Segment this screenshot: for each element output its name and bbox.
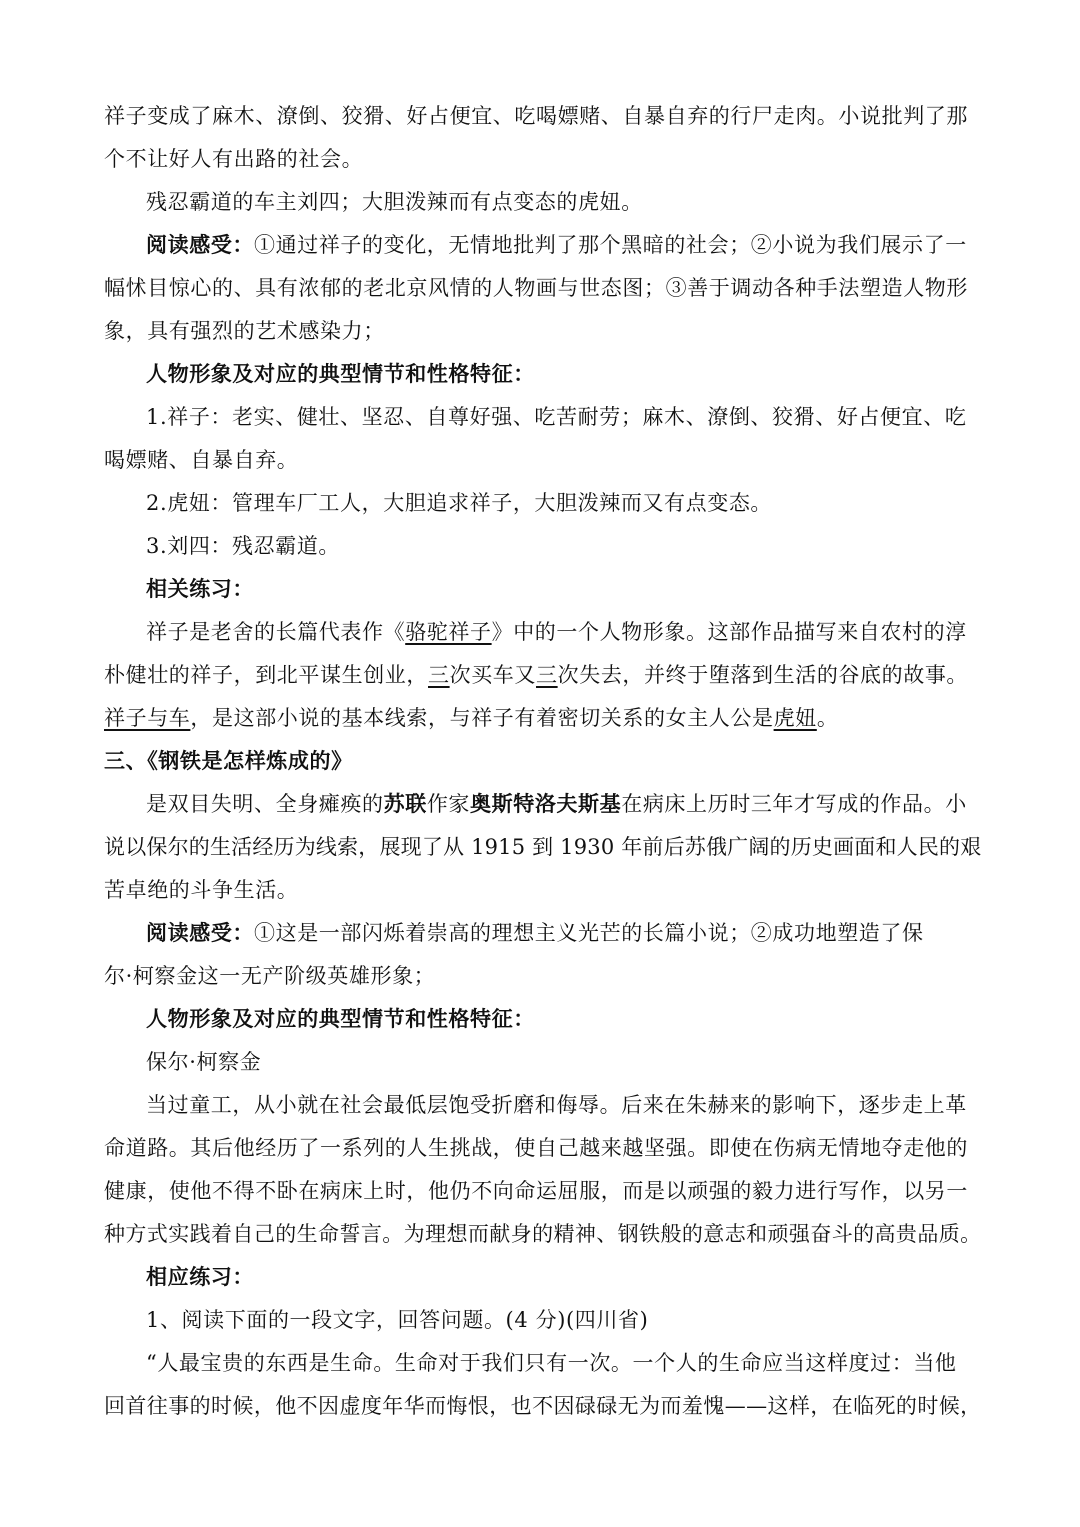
paragraph-line: [104, 100, 984, 132]
section-heading-text: 三、《钢铁是怎样炼成的》: [104, 748, 353, 773]
text-run: 作家: [426, 792, 471, 816]
text-run: 保尔·柯察金: [146, 1050, 262, 1074]
section-heading: [104, 745, 984, 777]
underlined-answer: 三: [428, 663, 450, 687]
paragraph-line: [146, 1046, 984, 1078]
text-run: 。: [816, 706, 839, 730]
paragraph-line: [104, 1218, 984, 1250]
paragraph-line: [146, 530, 984, 562]
bold-term: 奥斯特洛夫斯基: [470, 791, 622, 816]
text-run: 种方式实践着自己的生命誓言。为理想而献身的精神、钢铁般的意志和顽强奋斗的高贵品质。: [104, 1222, 982, 1246]
text-run: ，是这部小说的基本线索，与祥子有着密切关系的女主人公是: [190, 706, 774, 730]
section-label: 人物形象及对应的典型情节和性格特征：: [146, 361, 535, 386]
paragraph-line: [146, 1003, 984, 1035]
text-run: 1.祥子：老实、健壮、坚忍、自尊好强、吃苦耐劳；麻木、潦倒、狡猾、好占便宜、吃: [146, 405, 967, 429]
text-run: 1、阅读下面的一段文字，回答问题。(4 分)(四川省): [146, 1308, 649, 1332]
text-run: 回首往事的时候，他不因虚度年华而悔恨，也不因碌碌无为而羞愧——这样，在临死的时候，: [104, 1394, 982, 1418]
paragraph-line: [146, 573, 984, 605]
section-label: 相应练习：: [146, 1264, 254, 1289]
paragraph-line: [146, 229, 984, 261]
paragraph-line: [146, 487, 984, 519]
paragraph-line: [146, 401, 984, 433]
underlined-answer: 祥子与车: [104, 706, 191, 730]
text-run: 是双目失明、全身瘫痪的: [146, 792, 384, 816]
paragraph-line: [146, 788, 984, 820]
underlined-answer: 骆驼祥子: [405, 620, 492, 644]
text-run: 在病床上历时三年才写成的作品。小: [621, 792, 967, 816]
text-run: 次买车又: [449, 663, 537, 687]
bold-term: 苏联: [383, 791, 427, 816]
text-run: 次失去，并终于堕落到生活的谷底的故事。: [557, 663, 969, 687]
text-run: 3.刘四：残忍霸道。: [146, 534, 341, 558]
text-run: 》中的一个人物形象。这部作品描写来自农村的淳: [491, 620, 967, 644]
text-run: 说以保尔的生活经历为线索，展现了从 1915 到 1930 年前后苏俄广阔的历史画面和人民的艰: [104, 835, 982, 859]
paragraph-line: [104, 143, 984, 175]
paragraph-line: [146, 1089, 984, 1121]
paragraph-line: [104, 831, 984, 863]
underlined-answer: 三: [536, 663, 558, 687]
quote-line: [104, 1390, 984, 1422]
text-run: 祥子是老舍的长篇代表作《: [146, 620, 406, 644]
paragraph-line: [104, 272, 984, 304]
text-run: 个不让好人有出路的社会。: [104, 147, 364, 171]
paragraph-line: [146, 186, 984, 218]
paragraph-line: [104, 315, 984, 347]
paragraph-line: [104, 1132, 984, 1164]
paragraph-line: [104, 659, 984, 691]
paragraph-line: [146, 1261, 984, 1293]
text-run: 象，具有强烈的艺术感染力；: [104, 319, 385, 343]
text-run: 幅怵目惊心的、具有浓郁的老北京风情的人物画与世态图；③善于调动各种手法塑造人物形: [104, 276, 968, 300]
text-run: 喝嫖赌、自暴自弃。: [104, 448, 299, 472]
paragraph-line: [104, 444, 984, 476]
paragraph-line: [146, 616, 984, 648]
paragraph-line: [146, 917, 984, 949]
text-run: 尔·柯察金这一无产阶级英雄形象；: [104, 964, 436, 988]
text-run: 残忍霸道的车主刘四；大胆泼辣而有点变态的虎妞。: [146, 190, 643, 214]
section-label: 阅读感受：: [146, 232, 254, 257]
paragraph-line: [146, 358, 984, 390]
text-run: 朴健壮的祥子，到北平谋生创业，: [104, 663, 428, 687]
underlined-answer: 虎妞: [773, 706, 817, 730]
quote-line: [146, 1347, 984, 1379]
text-run: ①这是一部闪烁着崇高的理想主义光芒的长篇小说；②成功地塑造了保: [254, 921, 924, 945]
question-line: [146, 1304, 984, 1336]
paragraph-line: [104, 960, 984, 992]
paragraph-line: [104, 702, 984, 734]
text-run: 当过童工，从小就在社会最低层饱受折磨和侮辱。后来在朱赫来的影响下，逐步走上革: [146, 1093, 967, 1117]
text-run: 健康，使他不得不卧在病床上时，他仍不向命运屈服，而是以顽强的毅力进行写作，以另一: [104, 1179, 968, 1203]
text-run: “人最宝贵的东西是生命。生命对于我们只有一次。一个人的生命应当这样度过：当他: [146, 1351, 957, 1375]
section-label: 人物形象及对应的典型情节和性格特征：: [146, 1006, 535, 1031]
paragraph-line: [104, 874, 984, 906]
text-run: 命道路。其后他经历了一系列的人生挑战，使自己越来越坚强。即使在伤病无情地夺走他的: [104, 1136, 968, 1160]
text-run: ①通过祥子的变化，无情地批判了那个黑暗的社会；②小说为我们展示了一: [254, 233, 967, 257]
paragraph-line: [104, 1175, 984, 1207]
text-run: 祥子变成了麻木、潦倒、狡猾、好占便宜、吃喝嫖赌、自暴自弃的行尸走肉。小说批判了那: [104, 104, 968, 128]
text-run: 苦卓绝的斗争生活。: [104, 878, 299, 902]
section-label: 相关练习：: [146, 576, 254, 601]
text-run: 2.虎妞：管理车厂工人，大胆追求祥子，大胆泼辣而又有点变态。: [146, 491, 773, 515]
section-label: 阅读感受：: [146, 920, 254, 945]
